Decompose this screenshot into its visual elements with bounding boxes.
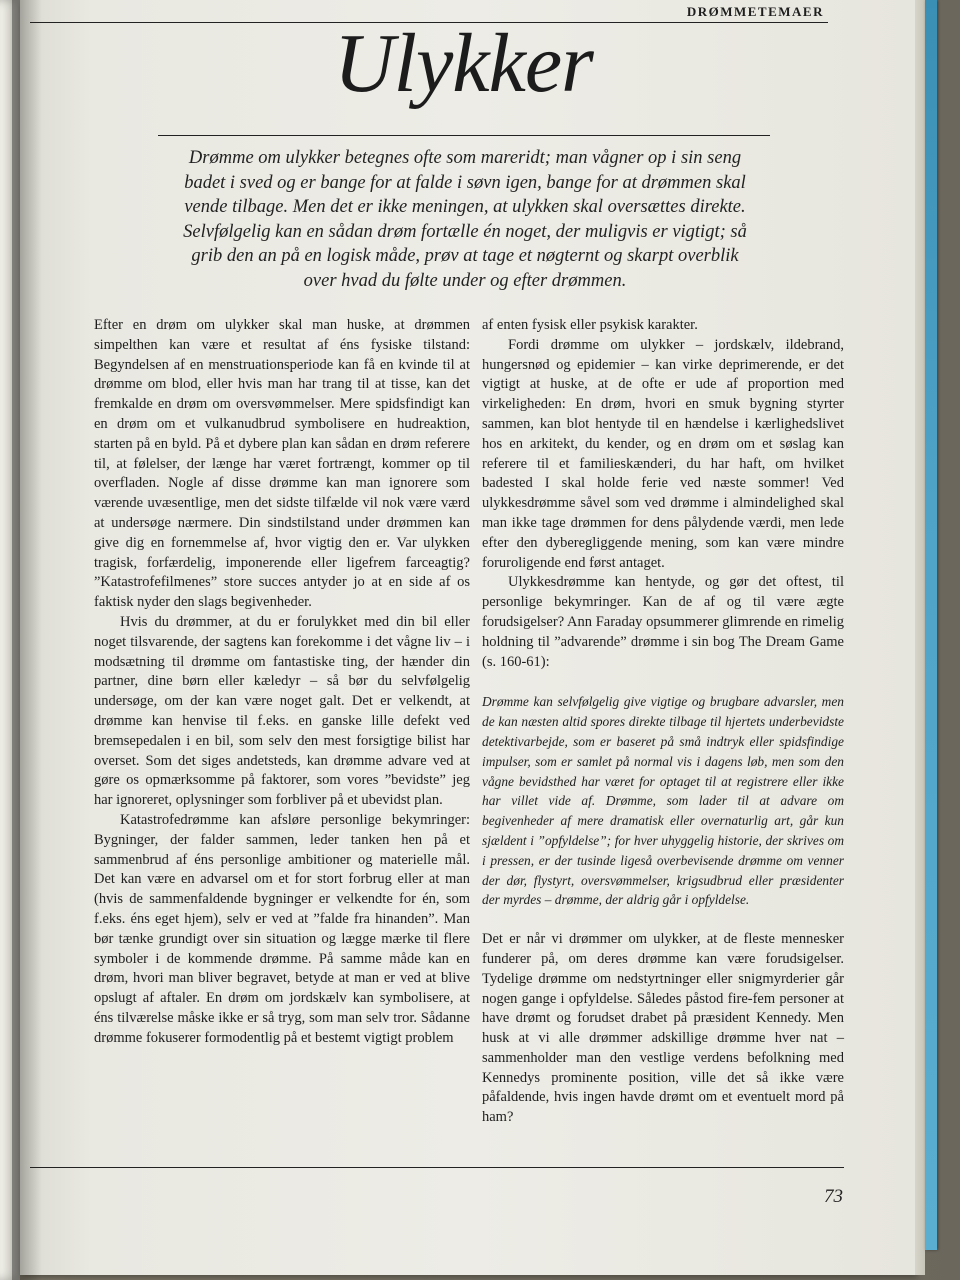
intro-paragraph — [150, 146, 780, 293]
page-number: 73 — [824, 1186, 843, 1207]
body-paragraph: Hvis du drømmer, at du er forulykket med din bil eller noget tilsvarende, der sagtens kan forekomme i det vågne liv – i modsætning til drømme om fantastiske ting, der hænder din partner, dine børn eller kæledyr – så bør du selvfølgelig undersøge, om der kan være noget galt. Det er velkendt, at drømme kan henvise til f.eks. en ganske lille defekt ved bremsepedalen i en bil, som selv den mest forsigtige bilist har overset. Som det siges andetsteds, kan drømme advare ved at gøre os opmærksomme på faktorer, som vores ”bevidste” jeg har ignoreret, oplysninger som forbliver på et ubevidst plan. — [94, 613, 470, 809]
page-stack-edge — [915, 0, 925, 1275]
intro-line: badet i sved og er bange for at falde i søvn igen, bange for at drømmen skal — [184, 172, 746, 193]
spine-shadow — [12, 0, 42, 1280]
body-paragraph: Fordi drømme om ulykker – jordskælv, ildebrand, hungersnød og epidemier – kan virke deprimerende, er det vigtigt at huske, at de ofte er ude af proportion med virkeligheden: En drøm, hvori en smuk bygning styrter sammen, kan blot hentyde til en hændelse i kærlighedslivet hos en arkitekt, du kender, og en drøm om et søslag kan referere til et familieskænderi, du har haft, om hvilket badested I skal holde ferie ved næste sommer! Ved ulykkesdrømme såvel som ved drømme i almindelighed skal man ikke tage drømmen for dens pålydende værdi, men lede efter den dyberegliggende mening, som kan være mindre foruroligende end først antaget. — [482, 336, 844, 571]
book-cover-edge — [925, 0, 937, 1250]
intro-line: vende tilbage. Men det er ikke meningen, at ulykken skal oversættes direkte. — [184, 197, 746, 217]
body-paragraph: Katastrofedrømme kan afsløre personlige bekymringer: Bygninger, der falder sammen, leder tanken hen på et sammenbrud af éns personlige ambitioner og materielle mål. Det kan være en advarsel om et for stort forbrug eller at man (hvis de sammenfaldende bygninger er velkendte for én, som f.eks. éns eget hjem), selv er ved at ”falde fra hinanden”. Man bør tænke grundigt over sin situation og lægge mærke til flere symboler i de kommende drømme. På samme måde kan en drøm, hvori man bliver begravet, betyde at man er ved at blive opslugt af aftaler. En drøm om jordskælv kan symbolisere, at éns tilværelse måske ikke er så tryg, som man selv tror. Sådanne drømme fokuserer formodentlig på et bestemt vigtigt problem — [94, 811, 470, 1046]
intro-line: Selvfølgelig kan en sådan drøm fortælle én noget, der muligvis er vigtigt; så — [183, 221, 747, 242]
body-paragraph: Det er når vi drømmer om ulykker, at de fleste mennesker funderer på, om deres drømme kan være forudsigelser. Tydelige drømme om nedstyrtninger eller snigmyrderier går nogen gange i opfyldelse. Således påstod fire-fem personer at have drømt og forudset drabet på præsident Kennedy. Men husk at vi alle drømmer adskillige drømme hver nat – sammenholder man den vestlige verdens befolkning med Kennedys prominente position, ville det så ikke være påfaldende, hvis ingen havde drømt om et eventuelt mord på ham? — [482, 931, 844, 1126]
chapter-title: Ulykker — [334, 17, 593, 110]
intro-line: grib den an på en logisk måde, prøv at tage et nøgternt og skarpt overblik — [191, 246, 739, 266]
body-paragraph: Ulykkesdrømme kan hentyde, og gør det oftest, til personlige bekymringer. Kan de af og til være ægte forudsigelser? Ann Faraday opsummerer glimrende en rimelig holdning til ”advarende” drømme i sin bog The Dream Game (s. 160-61): — [482, 574, 844, 670]
block-quote: Drømme kan selvfølgelig give vigtige og brugbare advarsler, men de kan næsten altid spores direkte tilbage til hjertets underbevidste detektivarbejde, som er baseret på små indtryk eller spidsfindige impulser, som er samlet på normal vis i dagens løb, men som den vågne bevidsthed har været for optaget til at registrere eller ikke har villet vide af. Drømme, som lader til at advare om begivenheder af mere dramatisk eller overnaturlig art, går kun sjældent i ”opfyldelse”; for hver uhyggelig historie, der skrives om i pressen, er der tusinde ligeså overbevisende drømme om venner der dør, flystyrt, oversvømmelser, krigsudbrud eller præsidenter der myrdes – drømme, der aldrig går i opfyldelse. — [482, 694, 844, 908]
running-head: DRØMMETEMAER — [686, 4, 824, 19]
title-rule — [158, 135, 770, 136]
body-paragraph: af enten fysisk eller psykisk karakter. — [482, 317, 698, 333]
intro-line: over hvad du følte under og efter drømmen. — [303, 270, 627, 291]
left-column — [94, 316, 470, 1048]
right-column — [482, 316, 844, 1128]
intro-line: Drømme om ulykker betegnes ofte som mareridt; man vågner op i sin seng — [188, 148, 742, 168]
body-paragraph: Efter en drøm om ulykker skal man huske, at drømmen simpelthen kan være et resultat af éns fysiske tilstand: Begyndelsen af en menstruationsperiode kan få en kvinde til at drømme om blod, eller hvis man har trang til at tisse, kan det fremkalde en drøm om oversvømmelser. Mere spidsfindigt kan en drøm om et vulkanudbrud symbolisere en hudreaktion, starten på en byld. På et dybere plan kan sådan en drøm referere til, at følelser, der længe har været fortrængt, kommer op til overfladen. Nogle af disse drømme kan man ignorere som værende uvæsentlige, men det sidste tilfælde vil nok være værd at undersøge nærmere. Din sindstilstand under drømmen kan give dig en fornemmelse af, hvor vigtig den er. Var ulykken tragisk, forfærdelig, imponerende eller ligefrem farceagtig? ”Katastrofefilmenes” store succes antyder jo at en side af os faktisk nyder den slags begivenheder. — [94, 317, 470, 611]
footer-rule — [30, 1167, 844, 1168]
